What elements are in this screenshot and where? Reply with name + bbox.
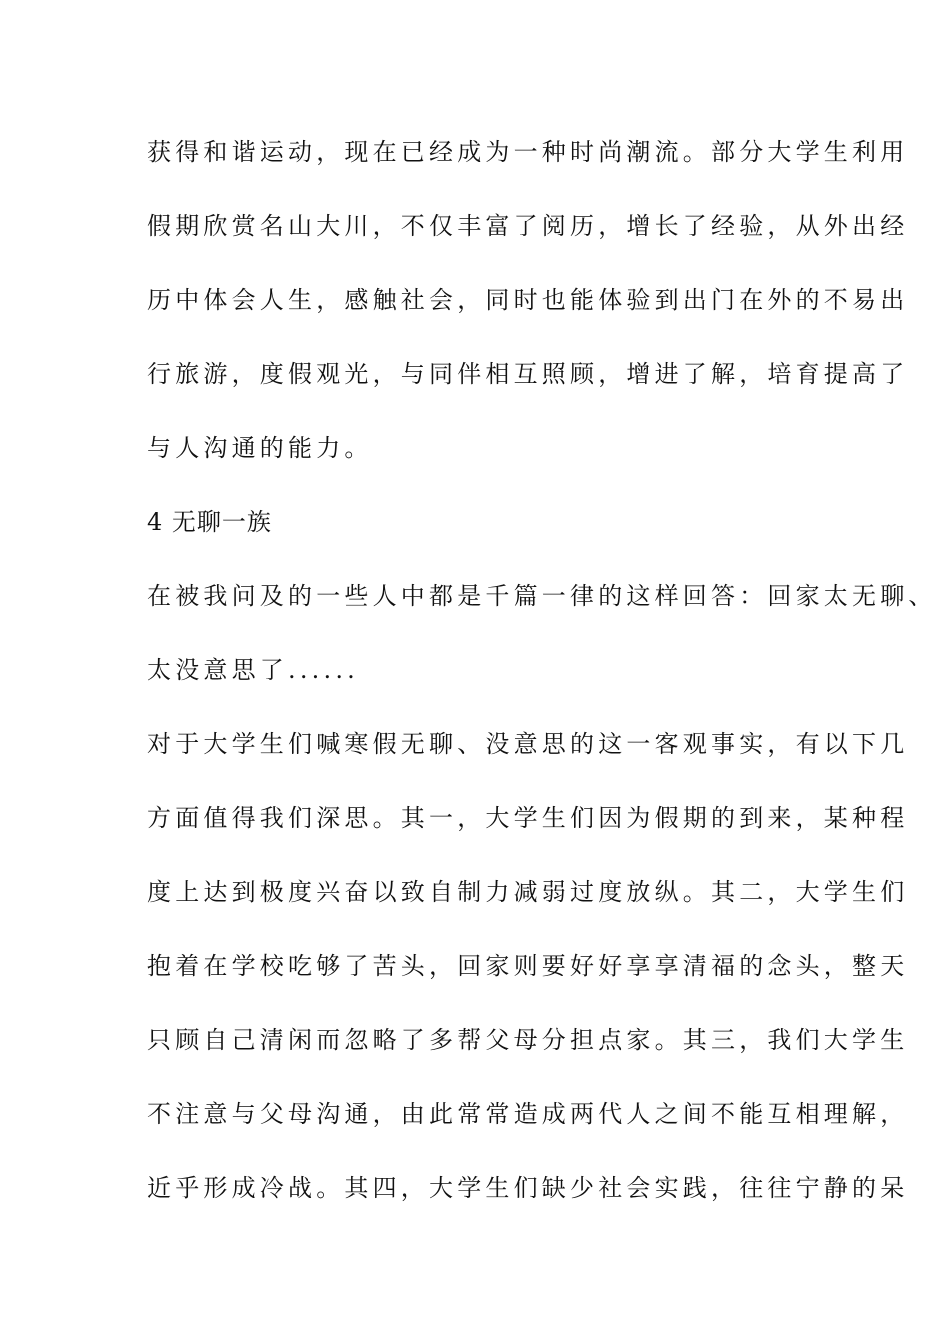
- paragraph-line: 只顾自己清闲而忽略了多帮父母分担点家。其三，我们大学生: [147, 1026, 909, 1054]
- paragraph-line: 不注意与父母沟通，由此常常造成两代人之间不能互相理解，: [147, 1100, 909, 1128]
- paragraph-line: 度上达到极度兴奋以致自制力减弱过度放纵。其二，大学生们: [147, 878, 909, 906]
- paragraph-line: 行旅游，度假观光，与同伴相互照顾，增进了解，培育提高了: [147, 360, 909, 388]
- paragraph-line: 抱着在学校吃够了苦头，回家则要好好享享清福的念头，整天: [147, 952, 909, 980]
- paragraph-line: 在被我问及的一些人中都是千篇一律的这样回答：回家太无聊、: [147, 582, 937, 610]
- paragraph-line: 历中体会人生，感触社会，同时也能体验到出门在外的不易出: [147, 286, 909, 314]
- paragraph-line: 获得和谐运动，现在已经成为一种时尚潮流。部分大学生利用: [147, 138, 909, 166]
- paragraph-line: 对于大学生们喊寒假无聊、没意思的这一客观事实，有以下几: [147, 730, 909, 758]
- paragraph-line: 假期欣赏名山大川，不仅丰富了阅历，增长了经验，从外出经: [147, 212, 909, 240]
- section-heading: 4 无聊一族: [147, 508, 272, 536]
- paragraph-line: 方面值得我们深思。其一，大学生们因为假期的到来，某种程: [147, 804, 909, 832]
- paragraph-line: 与人沟通的能力。: [147, 434, 373, 462]
- paragraph-line: 太没意思了......: [147, 656, 359, 684]
- paragraph-line: 近乎形成冷战。其四，大学生们缺少社会实践，往往宁静的呆: [147, 1174, 909, 1202]
